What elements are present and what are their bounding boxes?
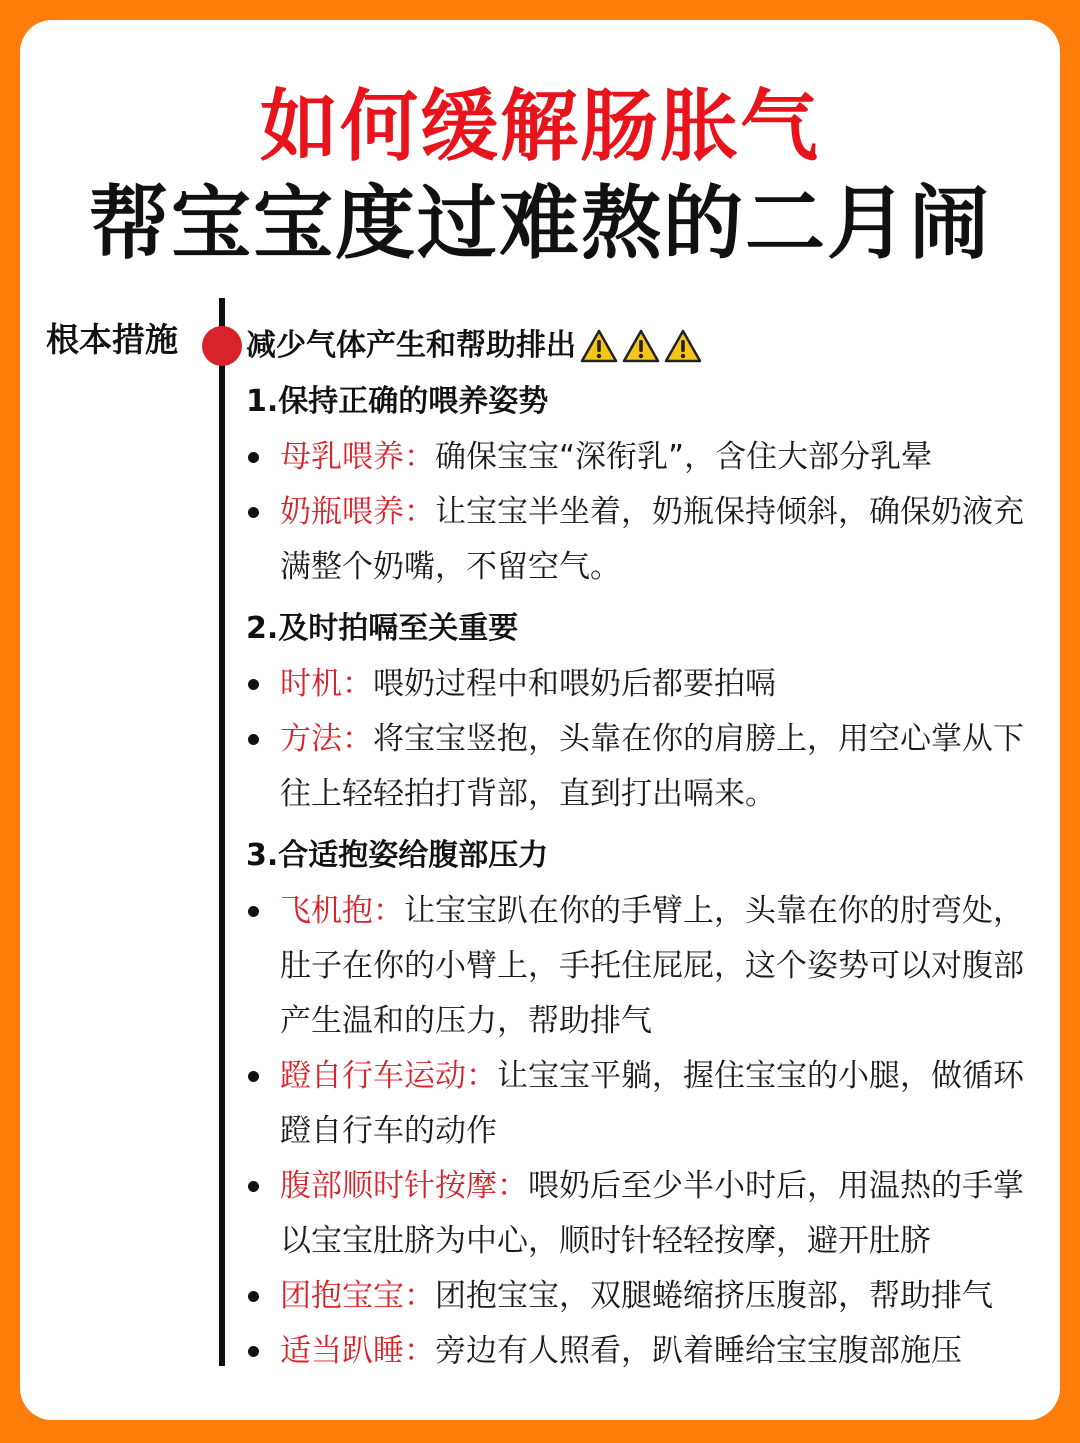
item-term: 团抱宝宝：: [280, 1278, 435, 1314]
warning-icon: [664, 329, 702, 363]
title-line-2: 帮宝宝度过难熬的二月闹: [89, 177, 991, 270]
item-text: 团抱宝宝，双腿蜷缩挤压腹部，帮助排气: [435, 1278, 993, 1314]
list-item: [246, 884, 1036, 1049]
item-text: 将宝宝竖抱，头靠在你的肩膀上，用空心掌从下往上轻轻拍打背部，直到打出嗝来。: [280, 721, 1024, 812]
list-item: [246, 1324, 1036, 1379]
warning-icon: [622, 329, 660, 363]
list-item: [246, 485, 1036, 595]
list-item: [246, 657, 1036, 712]
item-text: 喂奶后至少半小时后，用温热的手掌以宝宝肚脐为中心，顺时针轻轻按摩，避开肚脐: [280, 1168, 1024, 1259]
item-term: 蹬自行车运动：: [280, 1058, 497, 1094]
list-item: [246, 1159, 1036, 1269]
item-text: 确保宝宝“深衔乳”，含住大部分乳晕: [435, 439, 933, 475]
timeline-line: [219, 298, 225, 1366]
section-title: 2.及时拍嗝至关重要: [246, 611, 519, 646]
content-column: [246, 324, 1036, 1379]
list-item: [246, 430, 1036, 485]
item-text: 喂奶过程中和喂奶后都要拍嗝: [373, 666, 776, 702]
item-term: 适当趴睡：: [280, 1333, 435, 1369]
item-term: 奶瓶喂养：: [280, 494, 435, 530]
item-term: 飞机抱：: [280, 893, 404, 929]
side-label: 根本措施: [46, 320, 178, 359]
headline-text: 减少气体产生和帮助排出: [246, 328, 576, 363]
section-title: 1.保持正确的喂养姿势: [246, 384, 549, 419]
warning-icon: [580, 329, 618, 363]
timeline-dot: [202, 326, 242, 366]
headline: [246, 324, 1036, 368]
list-item: [246, 712, 1036, 822]
item-text: 让宝宝半坐着，奶瓶保持倾斜，确保奶液充满整个奶嘴，不留空气。: [280, 494, 1024, 585]
item-term: 时机：: [280, 666, 373, 702]
section-title: 3.合适抱姿给腹部压力: [246, 838, 549, 873]
item-term: 腹部顺时针按摩：: [280, 1168, 528, 1204]
item-term: 母乳喂养：: [280, 439, 435, 475]
item-term: 方法：: [280, 721, 373, 757]
list-item: [246, 1269, 1036, 1324]
poster-card: [20, 20, 1060, 1420]
item-text: 让宝宝趴在你的手臂上，头靠在你的肘弯处，肚子在你的小臂上，手托住屁屁，这个姿势可以对腹部产生温和的压力，帮助排气: [280, 893, 1024, 1039]
list-item: [246, 1049, 1036, 1159]
item-text: 旁边有人照看，趴着睡给宝宝腹部施压: [435, 1333, 962, 1369]
item-text: 让宝宝平躺，握住宝宝的小腿，做循环蹬自行车的动作: [280, 1058, 1024, 1149]
title-line-1: 如何缓解肠胀气: [259, 82, 820, 172]
